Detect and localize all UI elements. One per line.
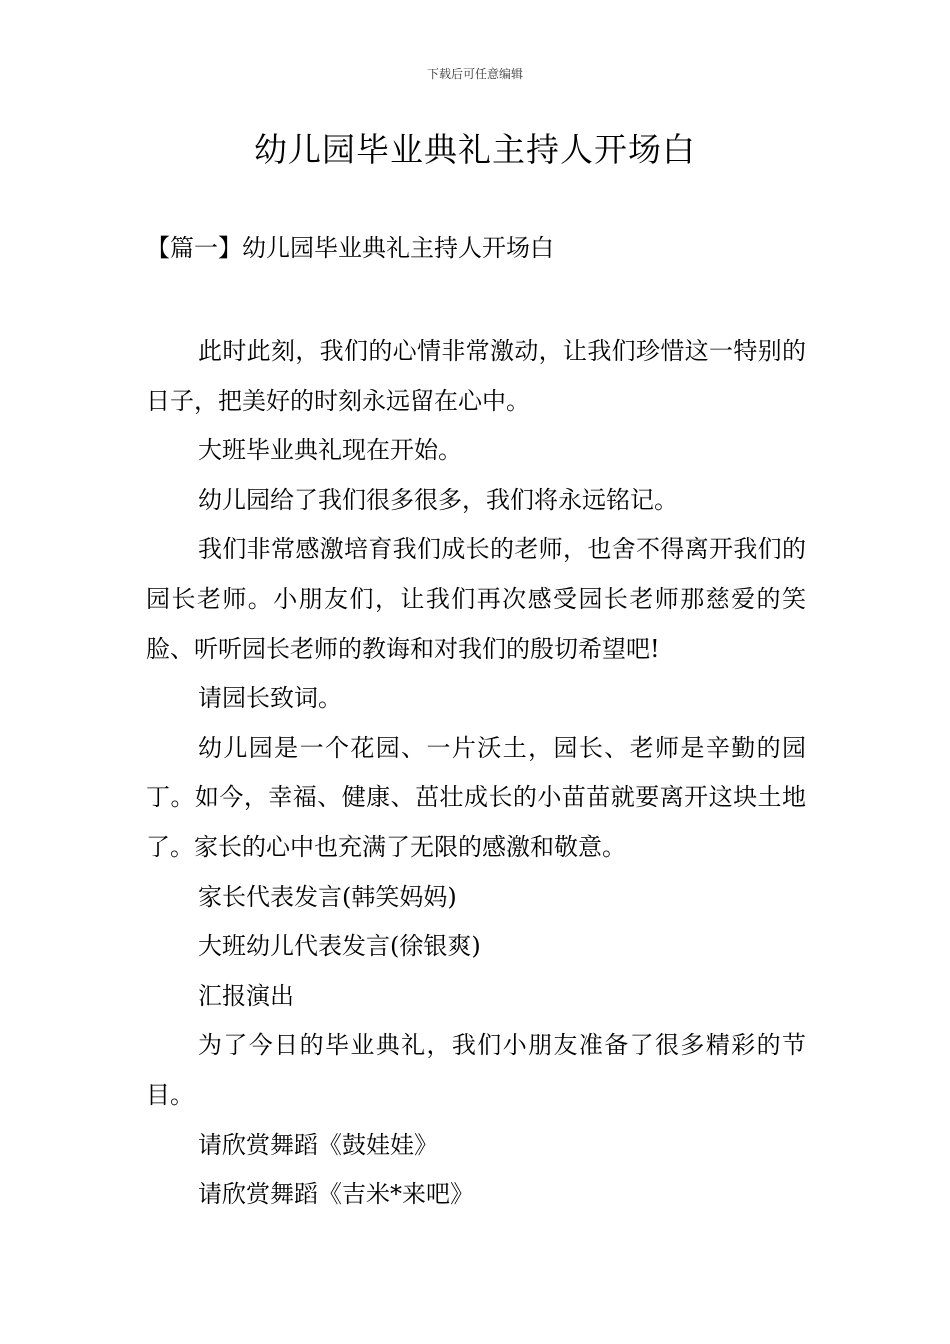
paragraph: 大班幼儿代表发言(徐银爽) <box>198 932 481 961</box>
paragraph: 为了今日的毕业典礼，我们小朋友准备了很多精彩的节目。 <box>146 1031 806 1109</box>
paragraph: 汇报演出 <box>198 981 294 1010</box>
document-title: 幼儿园毕业典礼主持人开场白 <box>254 130 696 169</box>
paragraph: 幼儿园是一个花园、一片沃土，园长、老师是辛勤的园丁。如今，幸福、健康、茁壮成长的小苗苗就要离开这块土地了。家长的心中也充满了无限的感激和敬意。 <box>146 733 806 861</box>
document-body <box>146 327 806 1220</box>
paragraph: 幼儿园给了我们很多很多，我们将永远铭记。 <box>198 485 678 514</box>
paragraph: 请园长致词。 <box>198 684 342 713</box>
paragraph: 请欣赏舞蹈《吉米*来吧》 <box>198 1180 474 1209</box>
paragraph: 此时此刻，我们的心情非常激动，让我们珍惜这一特别的日子，把美好的时刻永远留在心中。 <box>146 337 806 415</box>
paragraph: 家长代表发言(韩笑妈妈) <box>198 882 457 911</box>
paragraph: 我们非常感激培育我们成长的老师，也舍不得离开我们的园长老师。小朋友们，让我们再次感受园长老师那慈爱的笑脸、听听园长老师的教诲和对我们的殷切希望吧! <box>146 535 806 663</box>
page-header-note: 下载后可任意编辑 <box>426 67 523 81</box>
paragraph: 请欣赏舞蹈《鼓娃娃》 <box>198 1130 438 1159</box>
paragraph: 大班毕业典礼现在开始。 <box>198 436 462 465</box>
section-heading: 【篇一】幼儿园毕业典礼主持人开场白 <box>146 234 554 262</box>
